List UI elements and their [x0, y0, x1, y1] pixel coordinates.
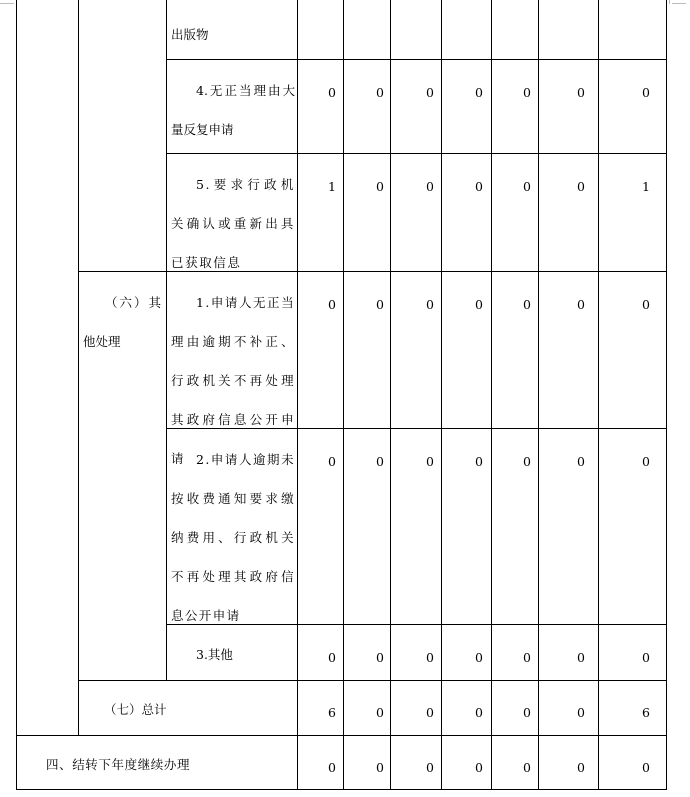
- cell-value: 0: [426, 760, 434, 775]
- grid-line: [598, 0, 599, 790]
- grid-line: [441, 0, 442, 790]
- cell-value: 0: [577, 454, 585, 469]
- carry-over-label: 四、结转下年度继续办理: [46, 757, 191, 772]
- cell-value: 0: [475, 705, 483, 720]
- grid-line: [491, 0, 492, 790]
- cell-value: 0: [523, 454, 531, 469]
- cell-value: 0: [376, 179, 384, 194]
- cell-value: 0: [376, 297, 384, 312]
- cell-value: 0: [523, 85, 531, 100]
- row-label: 3.其他: [196, 647, 233, 662]
- cell-value: 0: [376, 454, 384, 469]
- cell-value: 0: [642, 454, 650, 469]
- cell-value: 0: [426, 85, 434, 100]
- cell-value: 0: [328, 454, 336, 469]
- cell-value: 0: [475, 760, 483, 775]
- cell-value: 0: [426, 179, 434, 194]
- cell-value: 0: [577, 650, 585, 665]
- cell-value: 0: [426, 650, 434, 665]
- row-label: 5.要求行政机关确认或重新出具已获取信息: [171, 177, 295, 270]
- grid-line: [166, 153, 667, 154]
- cell-value: 0: [523, 650, 531, 665]
- cell-value: 0: [523, 297, 531, 312]
- cell-value: 6: [642, 705, 650, 720]
- crop-mark: [672, 3, 686, 4]
- cell-value: 0: [577, 297, 585, 312]
- cell-value: 0: [426, 454, 434, 469]
- cell-value: 0: [577, 760, 585, 775]
- cell-value: 6: [328, 705, 336, 720]
- grid-line: [78, 271, 667, 272]
- cell-value: 0: [523, 705, 531, 720]
- row-label: 1.申请人无正当理由逾期不补正、行政机关不再处理其政府信息公开申请: [171, 295, 295, 466]
- row-label: 4.无正当理由大量反复申请: [171, 83, 295, 137]
- cell-value: 0: [475, 297, 483, 312]
- cell-value: 0: [577, 85, 585, 100]
- cell-value: 0: [426, 705, 434, 720]
- grid-line: [297, 0, 298, 790]
- cell-value: 0: [328, 297, 336, 312]
- cell-value: 0: [475, 454, 483, 469]
- grid-line: [390, 0, 391, 790]
- grid-line: [78, 680, 667, 681]
- cell-value: 0: [642, 85, 650, 100]
- grid-line: [343, 0, 344, 790]
- cell-value: 0: [328, 650, 336, 665]
- cell-value: 0: [577, 179, 585, 194]
- row-label: 2.申请人逾期未按收费通知要求缴纳费用、行政机关不再处理其政府信息公开申请: [171, 452, 295, 623]
- cell-value: 0: [475, 650, 483, 665]
- cell-value: 0: [376, 705, 384, 720]
- cell-value: 0: [523, 760, 531, 775]
- row-label: 出版物: [171, 27, 209, 42]
- cell-value: 0: [577, 705, 585, 720]
- cell-value: 0: [376, 760, 384, 775]
- cell-value: 0: [475, 179, 483, 194]
- cell-value: 0: [328, 760, 336, 775]
- grid-line: [16, 0, 17, 790]
- cell-value: 0: [328, 85, 336, 100]
- grid-line: [166, 0, 167, 680]
- grid-line: [16, 735, 667, 736]
- grid-line: [16, 789, 667, 790]
- cell-value: 0: [642, 297, 650, 312]
- cell-value: 0: [642, 650, 650, 665]
- total-label: （七）总计: [104, 702, 167, 717]
- cell-value: 0: [523, 179, 531, 194]
- cell-value: 0: [475, 85, 483, 100]
- cell-value: 1: [642, 179, 650, 194]
- grid-line: [538, 0, 539, 790]
- grid-line: [166, 59, 667, 60]
- grid-line: [666, 0, 667, 790]
- cell-value: 0: [426, 297, 434, 312]
- group-label: （六）其他处理: [83, 295, 161, 349]
- cell-value: 0: [642, 760, 650, 775]
- crop-mark: [669, 0, 670, 4]
- crop-mark: [0, 3, 14, 4]
- cell-value: 0: [376, 650, 384, 665]
- cell-value: 1: [328, 179, 336, 194]
- cell-value: 0: [376, 85, 384, 100]
- grid-line: [78, 0, 79, 736]
